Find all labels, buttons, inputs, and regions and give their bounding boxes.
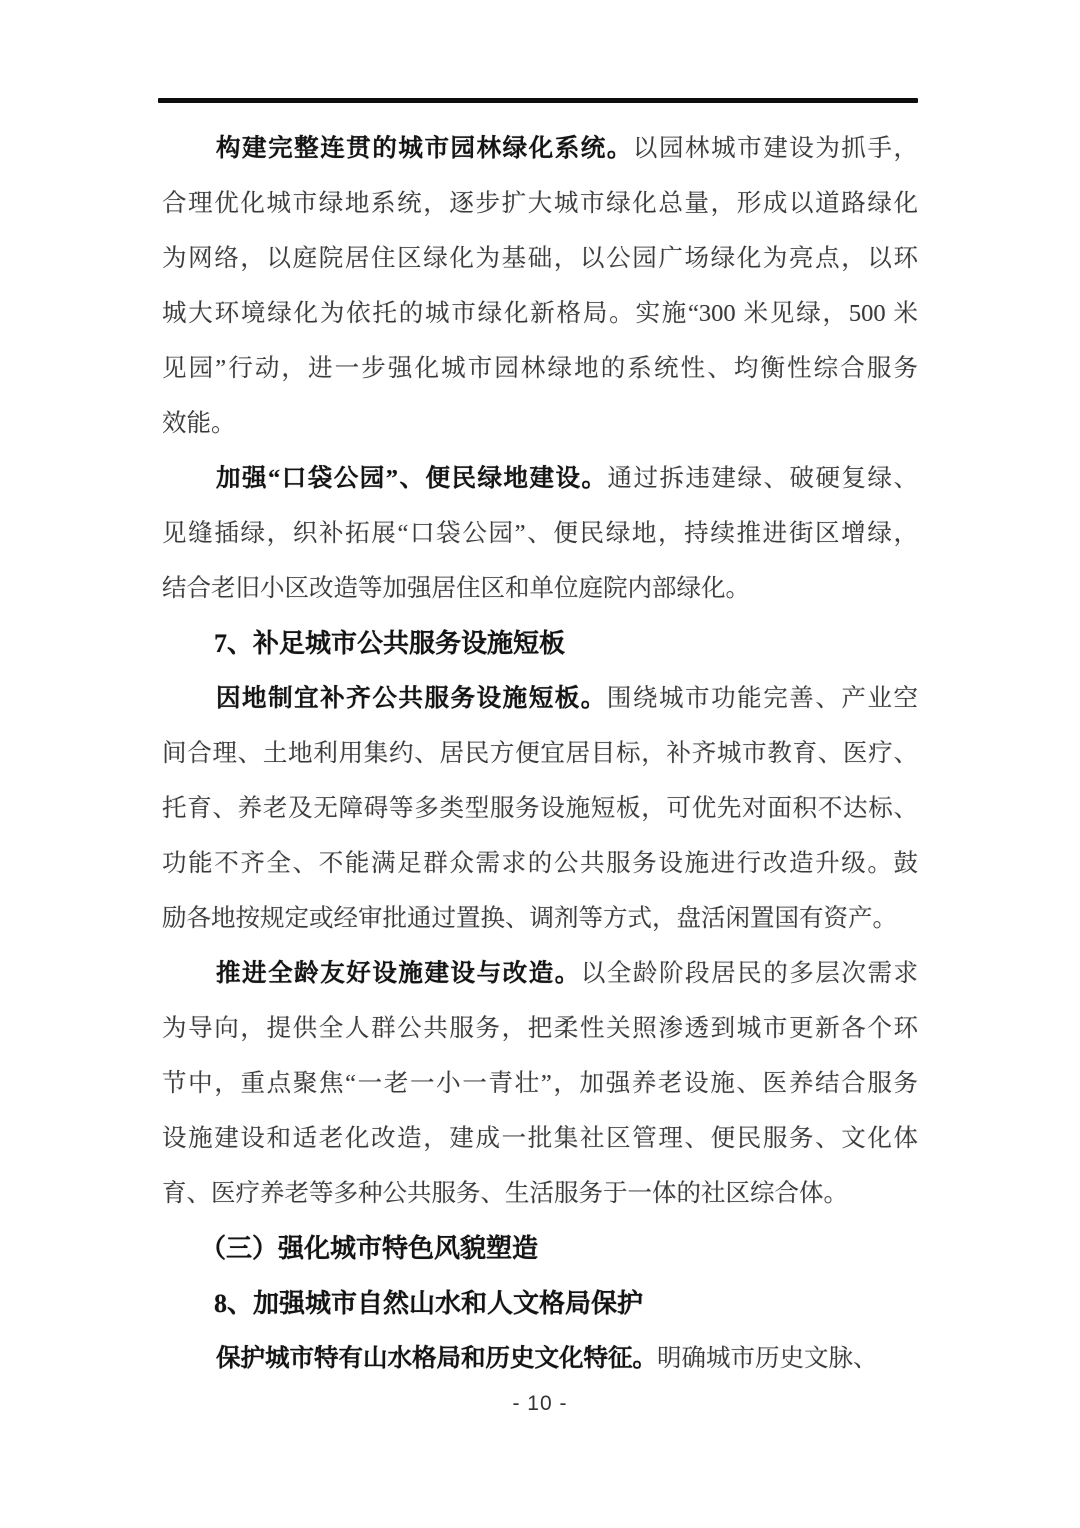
body-text: 以全龄阶段居民的多层次需求 bbox=[580, 960, 919, 987]
paragraph-line bbox=[162, 396, 918, 451]
paragraph-line bbox=[162, 286, 918, 341]
paragraph-line bbox=[162, 781, 918, 836]
body-text: 托育、养老及无障碍等多类型服务设施短板，可优先对面积不达标、 bbox=[162, 795, 918, 822]
paragraph-line bbox=[162, 946, 918, 1001]
bold-lead-text: 构建完整连贯的城市园林绿化系统。 bbox=[216, 135, 633, 162]
paragraph bbox=[162, 121, 918, 451]
body-text: 节中，重点聚焦“一老一小一青壮”，加强养老设施、医养结合服务 bbox=[162, 1070, 918, 1097]
paragraph-line bbox=[162, 561, 918, 616]
paragraph-line bbox=[162, 176, 918, 231]
body-text: 功能不齐全、不能满足群众需求的公共服务设施进行改造升级。鼓 bbox=[162, 850, 918, 877]
paragraph bbox=[162, 451, 918, 616]
body-text: 围绕城市功能完善、产业空 bbox=[606, 685, 919, 712]
paragraph-line bbox=[162, 506, 918, 561]
header-rule bbox=[158, 98, 918, 103]
body-text: 效能。 bbox=[162, 410, 236, 437]
body-text: 设施建设和适老化改造，建成一批集社区管理、便民服务、文化体 bbox=[162, 1125, 918, 1152]
body-text: 为网络，以庭院居住区绿化为基础，以公园广场绿化为亮点，以环 bbox=[162, 245, 918, 272]
paragraph-line bbox=[162, 451, 918, 506]
paragraph-line bbox=[162, 1166, 918, 1221]
body-text: 明确城市历史文脉、 bbox=[657, 1345, 878, 1372]
body-text: 育、医疗养老等多种公共服务、生活服务于一体的社区综合体。 bbox=[162, 1180, 848, 1207]
paragraph-line bbox=[162, 1331, 918, 1386]
body-text: 见园”行动，进一步强化城市园林绿地的系统性、均衡性综合服务 bbox=[162, 355, 918, 382]
bold-lead-text: 保护城市特有山水格局和历史文化特征。 bbox=[216, 1345, 657, 1372]
paragraph-line bbox=[162, 1111, 918, 1166]
bold-lead-text: 因地制宜补齐公共服务设施短板。 bbox=[216, 685, 607, 712]
body-text: 结合老旧小区改造等加强居住区和单位庭院内部绿化。 bbox=[162, 575, 750, 602]
bold-lead-text: 推进全龄友好设施建设与改造。 bbox=[216, 960, 581, 987]
paragraph-line bbox=[162, 671, 918, 726]
body-text: 励各地按规定或经审批通过置换、调剂等方式，盘活闲置国有资产。 bbox=[162, 905, 897, 932]
page-number: - 10 - bbox=[512, 1392, 568, 1415]
body-text: 合理优化城市绿地系统，逐步扩大城市绿化总量，形成以道路绿化 bbox=[162, 190, 918, 217]
body-text: 为导向，提供全人群公共服务，把柔性关照渗透到城市更新各个环 bbox=[162, 1015, 918, 1042]
paragraph-line bbox=[162, 891, 918, 946]
body-text: 以园林城市建设为抓手， bbox=[632, 135, 918, 162]
numbered-heading: 8、加强城市自然山水和人文格局保护 bbox=[214, 1289, 644, 1318]
paragraph-line bbox=[162, 726, 918, 781]
bold-lead-text: 加强“口袋公园”、便民绿地建设。 bbox=[216, 465, 608, 492]
document-body bbox=[162, 121, 918, 1386]
body-text: 间合理、土地利用集约、居民方便宜居目标，补齐城市教育、医疗、 bbox=[162, 740, 918, 767]
body-text: 见缝插绿，织补拓展“口袋公园”、便民绿地，持续推进街区增绿， bbox=[162, 520, 918, 547]
paragraph-line bbox=[162, 341, 918, 396]
numbered-heading: 7、补足城市公共服务设施短板 bbox=[214, 629, 566, 658]
paragraph bbox=[162, 1331, 918, 1386]
paragraph-line bbox=[162, 121, 918, 176]
section-heading: （三）强化城市特色风貌塑造 bbox=[200, 1234, 539, 1263]
paragraph-line bbox=[162, 231, 918, 286]
paragraph bbox=[162, 671, 918, 946]
paragraph-line bbox=[162, 1001, 918, 1056]
body-text: 城大环境绿化为依托的城市绿化新格局。实施“300 米见绿，500 米 bbox=[162, 300, 918, 327]
paragraph bbox=[162, 946, 918, 1221]
body-text: 通过拆违建绿、破硬复绿、 bbox=[607, 465, 918, 492]
paragraph-line bbox=[162, 1056, 918, 1111]
paragraph-line bbox=[162, 836, 918, 891]
